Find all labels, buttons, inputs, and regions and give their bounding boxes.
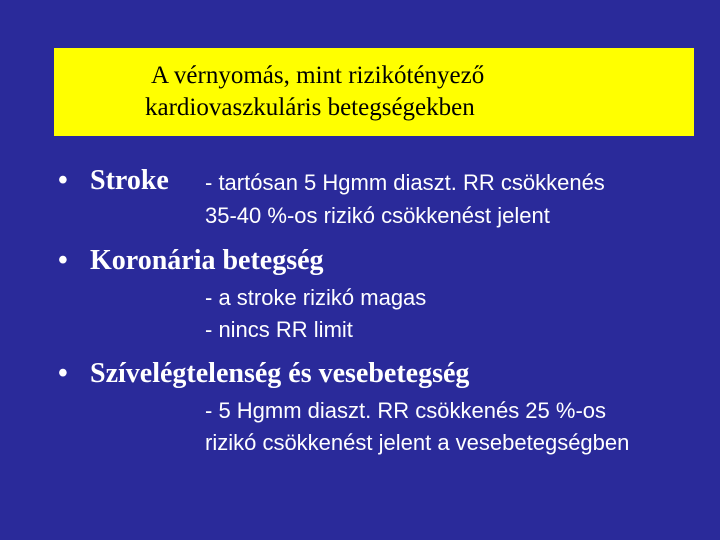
bullet-heading-heart-kidney: Szívelégtelenség és vesebetegség	[90, 358, 470, 389]
bullet-heading-stroke: Stroke	[90, 165, 169, 196]
coronary-line-1: - a stroke rizikó magas	[205, 285, 427, 310]
coronary-line-2: - nincs RR limit	[205, 317, 353, 342]
bullet-heading-coronary: Koronária betegség	[90, 245, 324, 276]
bullet-symbol: •	[58, 165, 68, 196]
bullet-symbol: •	[58, 245, 68, 276]
heart-kidney-line-2: rizikó csökkenést jelent a vesebetegségben	[205, 430, 630, 455]
title-box	[54, 48, 694, 136]
stroke-line-2: 35-40 %-os rizikó csökkenést jelent	[205, 203, 550, 228]
heart-kidney-line-1: - 5 Hgmm diaszt. RR csökkenés 25 %-os	[205, 398, 607, 423]
stroke-line-1: - tartósan 5 Hgmm diaszt. RR csökkenés	[205, 170, 605, 195]
bullet-symbol: •	[58, 358, 68, 389]
title-line-1: A vérnyomás, mint rizikótényező	[151, 62, 485, 89]
title-line-2: kardiovaszkuláris betegségekben	[145, 94, 475, 121]
